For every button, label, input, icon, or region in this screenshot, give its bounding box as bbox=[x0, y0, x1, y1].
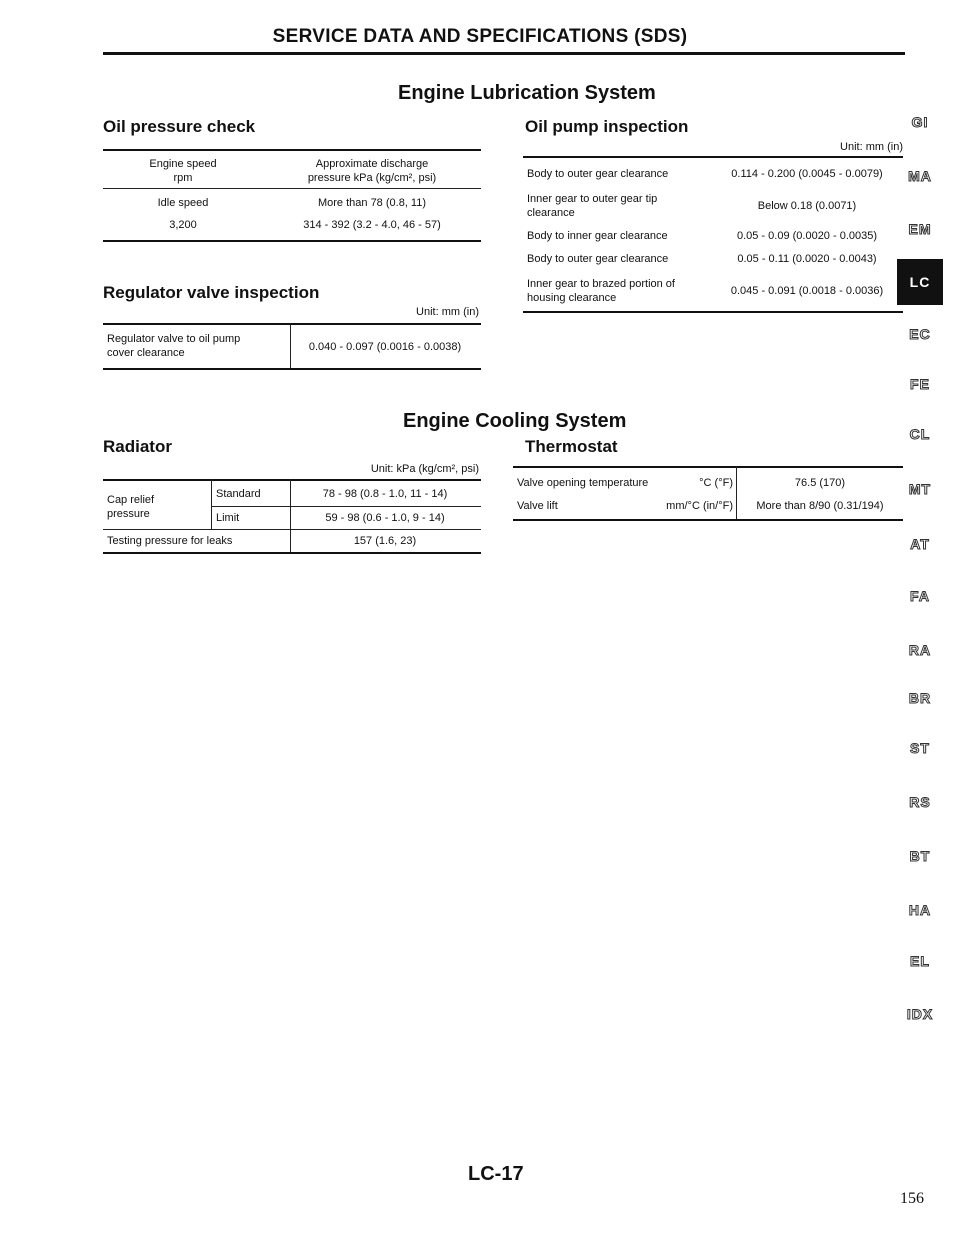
side-tab-rs[interactable]: RS bbox=[909, 794, 931, 810]
col1-header-line1: Engine speed bbox=[149, 158, 217, 170]
radiator-top-rule bbox=[103, 479, 481, 481]
lubrication-section-title: Engine Lubrication System bbox=[398, 82, 656, 104]
oil-pump-heading: Oil pump inspection bbox=[525, 117, 689, 136]
radiator-mid-rule bbox=[211, 506, 481, 507]
side-tab-fe[interactable]: FE bbox=[910, 376, 930, 392]
oil-pump-row1-label: Body to outer gear clearance bbox=[527, 168, 669, 180]
page-number: 156 bbox=[900, 1190, 924, 1207]
side-tab-at[interactable]: AT bbox=[910, 536, 930, 552]
regulator-heading: Regulator valve inspection bbox=[103, 283, 320, 302]
radiator-row-rule bbox=[103, 529, 481, 530]
radiator-cap-label bbox=[107, 493, 154, 521]
thermostat-bottom-rule bbox=[513, 519, 903, 521]
thermostat-row1-unit: °C (°F) bbox=[699, 477, 733, 489]
radiator-limit-label: Limit bbox=[216, 512, 240, 524]
col2-header-line2: pressure kPa (kg/cm², psi) bbox=[307, 172, 437, 184]
radiator-standard-value: 78 - 98 (0.8 - 1.0, 11 - 14) bbox=[322, 488, 448, 500]
radiator-limit-value: 59 - 98 (0.6 - 1.0, 9 - 14) bbox=[325, 512, 445, 524]
oil-pump-row2-label bbox=[527, 192, 712, 220]
side-tab-ra[interactable]: RA bbox=[908, 642, 932, 658]
side-tab-ma[interactable]: MA bbox=[908, 168, 932, 184]
oil-pump-row5-label-line2: housing clearance bbox=[527, 292, 617, 304]
thermostat-row1-value: 76.5 (170) bbox=[794, 477, 846, 489]
oil-pump-row2-label-line2: clearance bbox=[527, 207, 575, 219]
col1-header-line2: rpm bbox=[173, 172, 193, 184]
oil-pump-row1-value: 0.114 - 0.200 (0.0045 - 0.0079) bbox=[731, 168, 883, 180]
cap-label-line2: pressure bbox=[107, 508, 150, 520]
oil-pump-row5-label bbox=[527, 277, 675, 305]
header-rule bbox=[103, 52, 905, 55]
side-tab-idx[interactable]: IDX bbox=[906, 1006, 934, 1022]
oil-pressure-row1-speed: Idle speed bbox=[157, 197, 209, 209]
page-code: LC-17 bbox=[468, 1163, 524, 1185]
side-tab-ec[interactable]: EC bbox=[909, 326, 931, 342]
oil-pressure-row1-pressure: More than 78 (0.8, 11) bbox=[317, 197, 427, 209]
regulator-label-line1: Regulator valve to oil pump bbox=[107, 333, 241, 345]
radiator-divider-1 bbox=[211, 479, 212, 529]
oil-pump-row3-value: 0.05 - 0.09 (0.0020 - 0.0035) bbox=[736, 230, 878, 242]
oil-pump-row2-value: Below 0.18 (0.0071) bbox=[757, 200, 857, 212]
oil-pump-row4-value: 0.05 - 0.11 (0.0020 - 0.0043) bbox=[737, 253, 877, 265]
regulator-unit: Unit: mm (in) bbox=[416, 306, 479, 318]
radiator-testing-label: Testing pressure for leaks bbox=[107, 535, 233, 547]
side-tab-em[interactable]: EM bbox=[908, 221, 932, 237]
radiator-testing-value: 157 (1.6, 23) bbox=[353, 535, 417, 547]
thermostat-row1-label: Valve opening temperature bbox=[517, 477, 649, 489]
regulator-bottom-rule bbox=[103, 368, 481, 370]
side-tab-ha[interactable]: HA bbox=[908, 902, 932, 918]
side-tab-mt[interactable]: MT bbox=[908, 481, 932, 497]
oil-pressure-row2-speed: 3,200 bbox=[169, 219, 197, 231]
oil-pump-row2-label-line1: Inner gear to outer gear tip bbox=[527, 193, 658, 205]
oil-pump-row3-label: Body to inner gear clearance bbox=[527, 230, 668, 242]
oil-pressure-col2-header bbox=[263, 157, 481, 185]
page-header-title: SERVICE DATA AND SPECIFICATIONS (SDS) bbox=[272, 26, 688, 47]
side-tab-cl[interactable]: CL bbox=[909, 426, 931, 442]
radiator-standard-label: Standard bbox=[216, 488, 261, 500]
oil-pump-row5-value: 0.045 - 0.091 (0.0018 - 0.0036) bbox=[730, 285, 884, 297]
regulator-value: 0.040 - 0.097 (0.0016 - 0.0038) bbox=[308, 341, 462, 353]
radiator-unit: Unit: kPa (kg/cm², psi) bbox=[370, 463, 479, 475]
cap-label-line1: Cap relief bbox=[107, 494, 155, 506]
thermostat-row2-value: More than 8/90 (0.31/194) bbox=[756, 500, 884, 512]
radiator-heading: Radiator bbox=[103, 437, 172, 456]
regulator-label-line2: cover clearance bbox=[107, 347, 185, 359]
oil-pressure-top-rule bbox=[103, 149, 481, 151]
regulator-top-rule bbox=[103, 323, 481, 325]
side-tab-br[interactable]: BR bbox=[908, 690, 932, 706]
oil-pressure-heading: Oil pressure check bbox=[103, 117, 256, 136]
oil-pressure-col1-header bbox=[103, 157, 263, 185]
cooling-section-title: Engine Cooling System bbox=[403, 410, 627, 432]
thermostat-row2-unit: mm/°C (in/°F) bbox=[666, 500, 733, 512]
col2-header-line1: Approximate discharge bbox=[315, 158, 429, 170]
side-tab-st[interactable]: ST bbox=[910, 740, 930, 756]
oil-pump-bottom-rule bbox=[523, 311, 903, 313]
thermostat-top-rule bbox=[513, 466, 903, 468]
oil-pump-unit: Unit: mm (in) bbox=[840, 141, 903, 153]
radiator-bottom-rule bbox=[103, 552, 481, 554]
oil-pump-top-rule bbox=[523, 156, 903, 158]
side-tab-bt[interactable]: BT bbox=[909, 848, 931, 864]
oil-pressure-bottom-rule bbox=[103, 240, 481, 242]
oil-pump-row4-label: Body to outer gear clearance bbox=[527, 253, 669, 265]
oil-pressure-row2-pressure: 314 - 392 (3.2 - 4.0, 46 - 57) bbox=[303, 219, 441, 231]
regulator-label bbox=[107, 332, 240, 360]
oil-pressure-header-rule bbox=[103, 188, 481, 189]
thermostat-heading: Thermostat bbox=[525, 437, 618, 456]
thermostat-row2-label: Valve lift bbox=[517, 500, 558, 512]
side-tab-el[interactable]: EL bbox=[910, 953, 930, 969]
side-tab-lc-active[interactable]: LC bbox=[897, 259, 943, 305]
oil-pump-row5-label-line1: Inner gear to brazed portion of bbox=[527, 278, 675, 290]
side-tab-gi[interactable]: GI bbox=[911, 114, 929, 130]
side-tab-fa[interactable]: FA bbox=[910, 588, 930, 604]
